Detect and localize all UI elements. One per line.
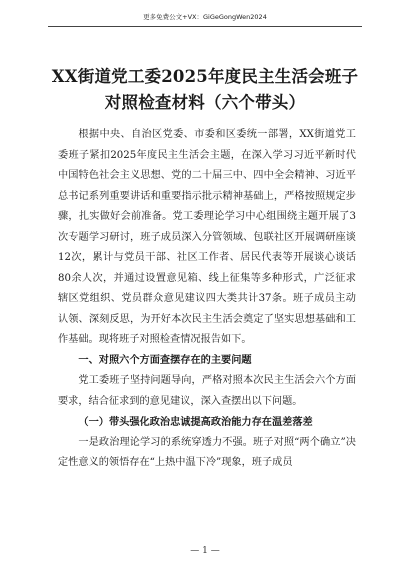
document-title [40,64,370,116]
intro-paragraph: 根据中央、自治区党委、市委和区委统一部署，XX街道党工委班子紧扣2025年度民主生活会主题，在深入学习习近平新时代中国特色社会主义思想、党的二十届三中、四中全会精神、习近平总书记系列重要讲话和重要指示批示精神基础上，严格按照规定步骤，扎实做好会前准备。党工委理论学习中心组围绕主题开展了3次专题学习研讨，班子成员深入分管领域、包联社区开展调研座谈12次，累计与党员干部、社区工作者、居民代表等开展谈心谈话80余人次，并通过设置意见箱、线上征集等多种形式，广泛征求辖区党组织、党员群众意见建议四大类共计37条。班子成员主动认领、深刻反思，为开好本次民主生活会奠定了坚实思想基础和工作基础。现将班子对照检查情况报告如下。 [58,129,356,345]
document-body [58,125,356,474]
subsection-heading: （一）带头强化政治忠诚提高政治能力存在温差落差 [78,416,313,428]
title-line-2: 对照检查材料（六个带头） [104,93,306,112]
watermark-header: 更多免费公文+VX：GiGeGongWen2024 [48,10,362,27]
section-paragraph: 党工委班子坚持问题导向，严格对照本次民主生活会六个方面要求，结合征求到的意见建议，深入查摆出以下问题。 [58,375,356,407]
title-line-1: XX街道党工委2025年度民主生活会班子 [51,67,359,86]
section-heading: 一、对照六个方面查摆存在的主要问题 [78,354,252,366]
page-number: — 1 — [190,546,220,556]
subsection-paragraph: 一是政治理论学习的系统穿透力不强。班子对照“两个确立”决定性意义的领悟存在“上热中温下冷”现象，班子成员 [58,436,356,468]
